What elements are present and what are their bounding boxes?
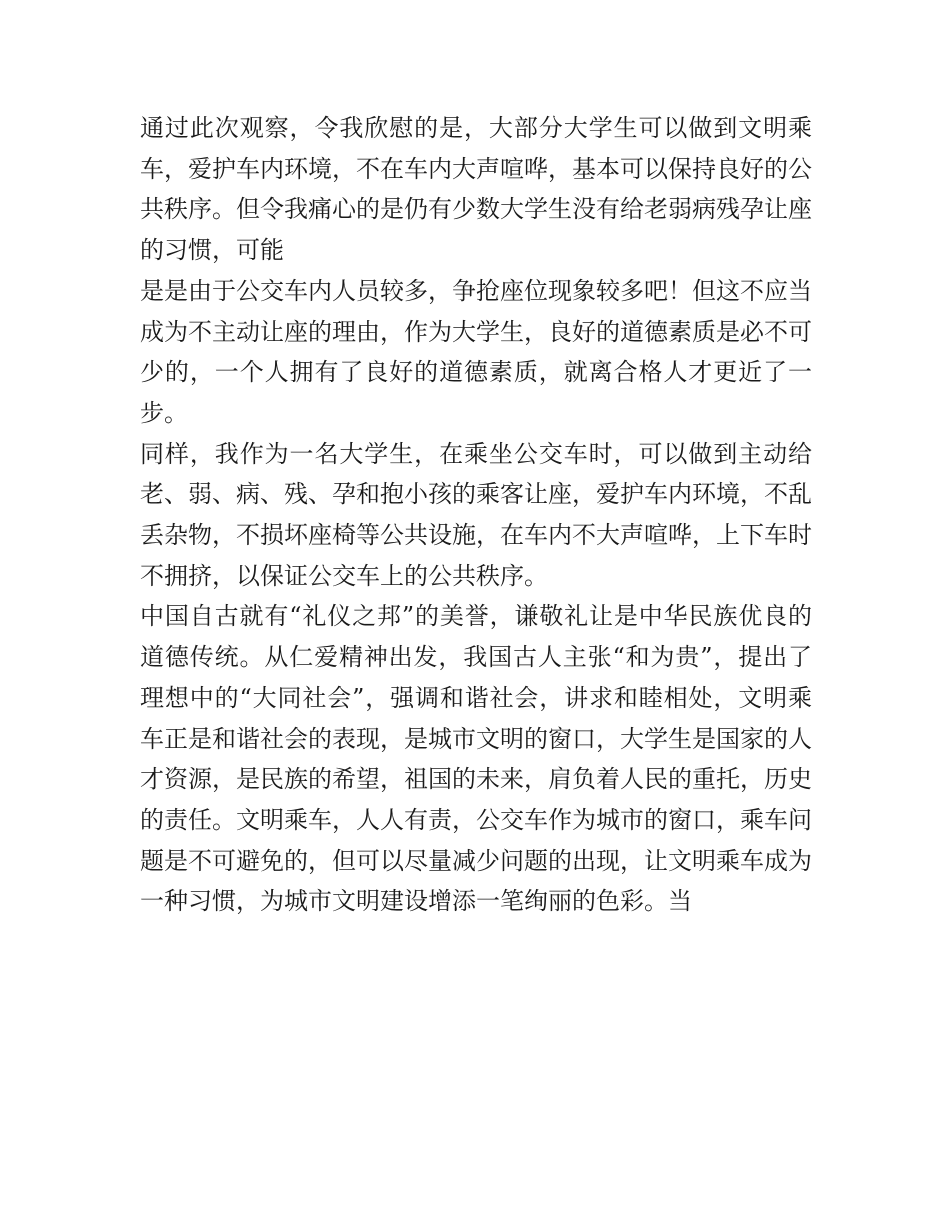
paragraph-2: 是是由于公交车内人员较多，争抢座位现象较多吧！但这不应当成为不主动让座的理由，作为大学生，良好的道德素质是必不可少的，一个人拥有了良好的道德素质，就离合格人才更近了一步。 (140, 276, 812, 427)
paragraph-3: 同样，我作为一名大学生，在乘坐公交车时，可以做到主动给老、弱、病、残、孕和抱小孩的乘客让座，爱护车内环境，不乱丢杂物，不损坏座椅等公共设施，在车内不大声喧哗，上下车时不拥挤，以保证公交车上的公共秩序。 (140, 439, 812, 590)
document-body (140, 108, 812, 922)
paragraph-1: 通过此次观察，令我欣慰的是，大部分大学生可以做到文明乘车，爱护车内环境，不在车内大声喧哗，基本可以保持良好的公共秩序。但令我痛心的是仍有少数大学生没有给老弱病残孕让座的习惯，可能 (140, 114, 812, 265)
paragraph-4: 中国自古就有“礼仪之邦”的美誉，谦敬礼让是中华民族优良的道德传统。从仁爱精神出发，我国古人主张“和为贵”，提出了理想中的“大同社会”，强调和谐社会，讲求和睦相处，文明乘车正是和谐社会的表现，是城市文明的窗口，大学生是国家的人才资源，是民族的希望，祖国的未来，肩负着人民的重托，历史的责任。文明乘车，人人有责，公交车作为城市的窗口，乘车问题是不可避免的，但可以尽量减少问题的出现，让文明乘车成为一种习惯，为城市文明建设增添一笔绚丽的色彩。当 (140, 602, 812, 916)
